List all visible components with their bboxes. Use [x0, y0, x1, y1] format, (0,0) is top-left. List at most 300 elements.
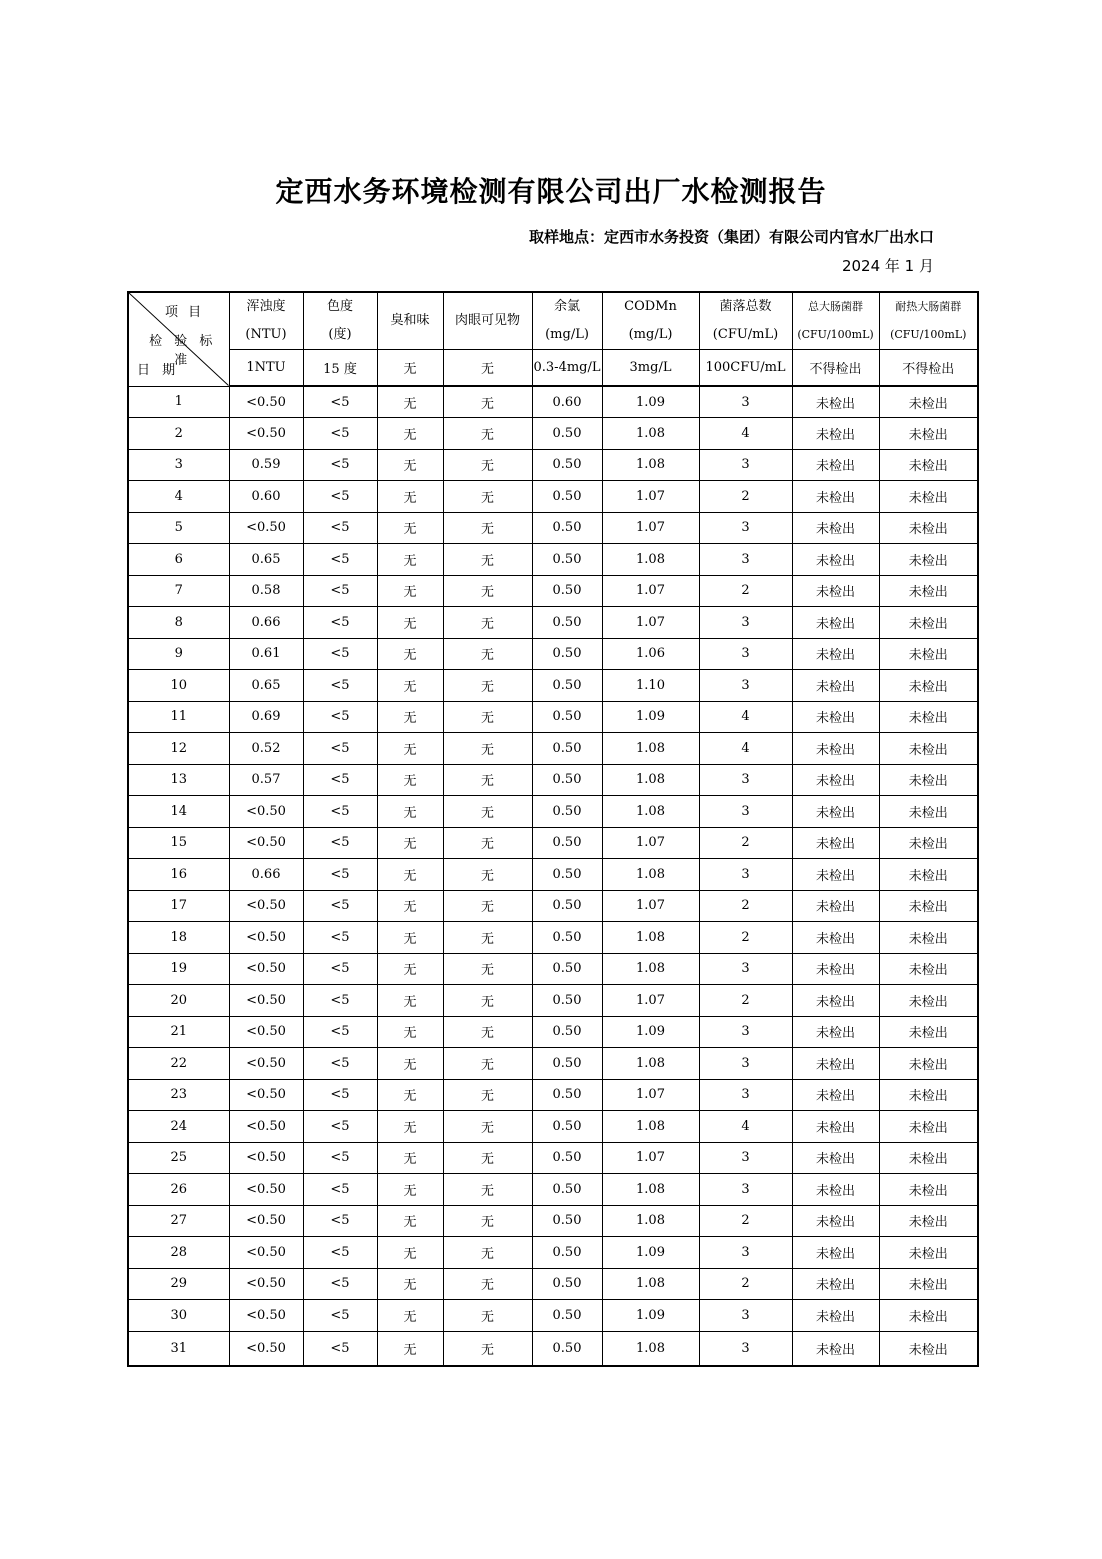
value-cell: <0.50 — [229, 1268, 303, 1300]
report-date: 2024 年 1 月 — [841, 257, 934, 275]
value-cell: 未检出 — [792, 827, 879, 859]
value-cell: 无 — [443, 796, 532, 828]
value-cell: 无 — [377, 386, 443, 418]
value-cell: <0.50 — [229, 1079, 303, 1111]
value-cell: <5 — [303, 575, 377, 607]
value-cell: 3 — [699, 544, 792, 576]
value-cell: <5 — [303, 638, 377, 670]
col-header-turbidity: 浑浊度 (NTU) — [229, 292, 303, 350]
value-cell: 无 — [443, 1079, 532, 1111]
diagonal-header-cell — [128, 292, 229, 386]
value-cell: 无 — [443, 418, 532, 450]
day-cell: 26 — [128, 1174, 229, 1206]
standard-value: 不得检出 — [792, 350, 879, 387]
value-cell: <5 — [303, 449, 377, 481]
value-cell: 未检出 — [879, 1048, 978, 1080]
day-cell: 22 — [128, 1048, 229, 1080]
col-header-thermotolerant-coliforms: 耐热大肠菌群 (CFU/100mL) — [879, 292, 978, 350]
value-cell: 0.50 — [532, 827, 602, 859]
value-cell: 未检出 — [792, 1142, 879, 1174]
value-cell: 未检出 — [879, 764, 978, 796]
value-cell: 无 — [443, 607, 532, 639]
table-row — [128, 953, 978, 985]
day-cell: 2 — [128, 418, 229, 450]
table-row — [128, 985, 978, 1017]
value-cell: 0.50 — [532, 575, 602, 607]
day-cell: 5 — [128, 512, 229, 544]
value-cell: 未检出 — [879, 1331, 978, 1366]
value-cell: 0.52 — [229, 733, 303, 765]
value-cell: 无 — [443, 1142, 532, 1174]
value-cell: 3 — [699, 386, 792, 418]
value-cell: 无 — [377, 1111, 443, 1143]
value-cell: 0.50 — [532, 922, 602, 954]
value-cell: 2 — [699, 922, 792, 954]
value-cell: 无 — [443, 1111, 532, 1143]
value-cell: <0.50 — [229, 1016, 303, 1048]
value-cell: <5 — [303, 1079, 377, 1111]
value-cell: 1.07 — [602, 481, 699, 513]
value-cell: 0.65 — [229, 544, 303, 576]
value-cell: 1.08 — [602, 953, 699, 985]
value-cell: 未检出 — [792, 607, 879, 639]
standard-value: 无 — [443, 350, 532, 387]
value-cell: <0.50 — [229, 1205, 303, 1237]
value-cell: 未检出 — [879, 953, 978, 985]
value-cell: 1.06 — [602, 638, 699, 670]
value-cell: 无 — [443, 764, 532, 796]
value-cell: 0.58 — [229, 575, 303, 607]
value-cell: 0.50 — [532, 1016, 602, 1048]
value-cell: <0.50 — [229, 985, 303, 1017]
value-cell: 无 — [377, 796, 443, 828]
value-cell: 0.50 — [532, 638, 602, 670]
value-cell: 未检出 — [879, 1268, 978, 1300]
value-cell: <0.50 — [229, 1111, 303, 1143]
value-cell: 1.07 — [602, 607, 699, 639]
value-cell: <5 — [303, 1237, 377, 1269]
value-cell: 无 — [377, 481, 443, 513]
value-cell: 2 — [699, 481, 792, 513]
value-cell: 0.59 — [229, 449, 303, 481]
value-cell: 未检出 — [879, 670, 978, 702]
table-row — [128, 418, 978, 450]
value-cell: 0.50 — [532, 1174, 602, 1206]
value-cell: 1.08 — [602, 1331, 699, 1366]
table-row — [128, 796, 978, 828]
value-cell: 无 — [443, 386, 532, 418]
value-cell: <5 — [303, 701, 377, 733]
value-cell: 2 — [699, 827, 792, 859]
value-cell: 0.50 — [532, 1300, 602, 1332]
value-cell: 3 — [699, 449, 792, 481]
value-cell: 未检出 — [879, 859, 978, 891]
value-cell: 4 — [699, 701, 792, 733]
table-row — [128, 1174, 978, 1206]
value-cell: 1.07 — [602, 575, 699, 607]
header-row-names — [128, 292, 978, 350]
day-cell: 12 — [128, 733, 229, 765]
value-cell: 未检出 — [879, 386, 978, 418]
value-cell: 未检出 — [879, 922, 978, 954]
value-cell: 未检出 — [792, 1205, 879, 1237]
value-cell: 0.50 — [532, 764, 602, 796]
value-cell: 1.08 — [602, 449, 699, 481]
table-row — [128, 607, 978, 639]
value-cell: 1.09 — [602, 1016, 699, 1048]
value-cell: 未检出 — [792, 449, 879, 481]
test-results-table — [127, 291, 979, 1367]
table-row — [128, 1016, 978, 1048]
value-cell: 无 — [443, 859, 532, 891]
value-cell: 未检出 — [792, 418, 879, 450]
standard-value: 不得检出 — [879, 350, 978, 387]
value-cell: 无 — [443, 890, 532, 922]
value-cell: 无 — [443, 449, 532, 481]
value-cell: 1.08 — [602, 764, 699, 796]
day-cell: 14 — [128, 796, 229, 828]
value-cell: 未检出 — [879, 1174, 978, 1206]
value-cell: 无 — [443, 1268, 532, 1300]
value-cell: 无 — [377, 638, 443, 670]
value-cell: 3 — [699, 859, 792, 891]
value-cell: 无 — [377, 1268, 443, 1300]
table-row — [128, 827, 978, 859]
value-cell: 无 — [377, 512, 443, 544]
value-cell: 无 — [377, 1205, 443, 1237]
col-header-visible-matter: 肉眼可见物 — [443, 292, 532, 350]
value-cell: 无 — [377, 733, 443, 765]
value-cell: 无 — [377, 1142, 443, 1174]
value-cell: 无 — [377, 670, 443, 702]
value-cell: 未检出 — [879, 985, 978, 1017]
table-row — [128, 544, 978, 576]
day-cell: 9 — [128, 638, 229, 670]
value-cell: 无 — [377, 1079, 443, 1111]
value-cell: <0.50 — [229, 827, 303, 859]
day-cell: 20 — [128, 985, 229, 1017]
value-cell: 无 — [377, 764, 443, 796]
value-cell: <0.50 — [229, 890, 303, 922]
value-cell: <5 — [303, 1331, 377, 1366]
value-cell: 3 — [699, 1048, 792, 1080]
value-cell: 未检出 — [792, 512, 879, 544]
value-cell: 无 — [377, 1300, 443, 1332]
value-cell: <5 — [303, 1111, 377, 1143]
table-row — [128, 449, 978, 481]
value-cell: 1.08 — [602, 418, 699, 450]
value-cell: 2 — [699, 1268, 792, 1300]
report-title: 定西水务环境检测有限公司出厂水检测报告 — [275, 175, 827, 208]
value-cell: 3 — [699, 512, 792, 544]
value-cell: 4 — [699, 1111, 792, 1143]
day-cell: 27 — [128, 1205, 229, 1237]
standard-value: 3mg/L — [602, 350, 699, 387]
value-cell: <5 — [303, 953, 377, 985]
value-cell: 未检出 — [792, 890, 879, 922]
value-cell: 3 — [699, 638, 792, 670]
value-cell: 2 — [699, 575, 792, 607]
value-cell: 3 — [699, 1016, 792, 1048]
value-cell: 未检出 — [792, 1016, 879, 1048]
day-cell: 29 — [128, 1268, 229, 1300]
value-cell: <5 — [303, 922, 377, 954]
value-cell: 未检出 — [792, 638, 879, 670]
value-cell: 3 — [699, 1237, 792, 1269]
value-cell: 3 — [699, 1079, 792, 1111]
day-cell: 6 — [128, 544, 229, 576]
value-cell: 无 — [443, 638, 532, 670]
value-cell: 0.50 — [532, 859, 602, 891]
value-cell: 0.50 — [532, 670, 602, 702]
value-cell: 未检出 — [792, 575, 879, 607]
value-cell: 未检出 — [792, 985, 879, 1017]
value-cell: 3 — [699, 1142, 792, 1174]
table-row — [128, 1111, 978, 1143]
value-cell: 1.09 — [602, 1300, 699, 1332]
value-cell: 无 — [377, 1174, 443, 1206]
value-cell: 无 — [377, 1016, 443, 1048]
value-cell: 0.50 — [532, 512, 602, 544]
value-cell: 无 — [377, 575, 443, 607]
value-cell: 1.10 — [602, 670, 699, 702]
value-cell: 无 — [443, 512, 532, 544]
value-cell: <5 — [303, 827, 377, 859]
day-cell: 25 — [128, 1142, 229, 1174]
table-row — [128, 922, 978, 954]
value-cell: 无 — [377, 827, 443, 859]
value-cell: 未检出 — [879, 512, 978, 544]
value-cell: 无 — [377, 701, 443, 733]
table-row — [128, 859, 978, 891]
value-cell: 未检出 — [879, 1237, 978, 1269]
value-cell: <0.50 — [229, 386, 303, 418]
value-cell: 无 — [377, 607, 443, 639]
value-cell: <0.50 — [229, 1142, 303, 1174]
value-cell: 未检出 — [879, 1016, 978, 1048]
col-header-odor: 臭和味 — [377, 292, 443, 350]
value-cell: 无 — [443, 1331, 532, 1366]
day-cell: 7 — [128, 575, 229, 607]
value-cell: <5 — [303, 607, 377, 639]
value-cell: <5 — [303, 1268, 377, 1300]
value-cell: 未检出 — [792, 1048, 879, 1080]
value-cell: 1.08 — [602, 544, 699, 576]
value-cell: 1.07 — [602, 1142, 699, 1174]
value-cell: 0.50 — [532, 418, 602, 450]
value-cell: 未检出 — [792, 796, 879, 828]
table-row — [128, 575, 978, 607]
value-cell: 无 — [377, 859, 443, 891]
standard-value: 0.3-4mg/L — [532, 350, 602, 387]
value-cell: 未检出 — [879, 638, 978, 670]
value-cell: 4 — [699, 418, 792, 450]
value-cell: 未检出 — [879, 1300, 978, 1332]
value-cell: <5 — [303, 1048, 377, 1080]
table-row — [128, 1268, 978, 1300]
value-cell: 无 — [377, 1331, 443, 1366]
value-cell: 无 — [443, 1174, 532, 1206]
value-cell: 未检出 — [879, 575, 978, 607]
value-cell: 未检出 — [879, 449, 978, 481]
table-row — [128, 701, 978, 733]
value-cell: 未检出 — [792, 1079, 879, 1111]
value-cell: 未检出 — [792, 922, 879, 954]
value-cell: 未检出 — [792, 859, 879, 891]
value-cell: 未检出 — [792, 953, 879, 985]
value-cell: 无 — [377, 544, 443, 576]
value-cell: 0.50 — [532, 1331, 602, 1366]
diag-date-label: 日 期 — [137, 363, 180, 378]
table-row — [128, 733, 978, 765]
value-cell: <5 — [303, 1174, 377, 1206]
value-cell: 未检出 — [792, 670, 879, 702]
value-cell: 1.09 — [602, 701, 699, 733]
day-cell: 13 — [128, 764, 229, 796]
value-cell: <5 — [303, 890, 377, 922]
value-cell: 未检出 — [879, 701, 978, 733]
value-cell: 无 — [443, 544, 532, 576]
value-cell: <5 — [303, 386, 377, 418]
value-cell: 无 — [443, 1016, 532, 1048]
table-row — [128, 1331, 978, 1366]
value-cell: 未检出 — [879, 796, 978, 828]
value-cell: <5 — [303, 544, 377, 576]
value-cell: <0.50 — [229, 418, 303, 450]
day-cell: 24 — [128, 1111, 229, 1143]
standard-value: 15 度 — [303, 350, 377, 387]
standard-value: 100CFU/mL — [699, 350, 792, 387]
value-cell: 无 — [443, 575, 532, 607]
value-cell: 无 — [443, 922, 532, 954]
value-cell: 1.07 — [602, 512, 699, 544]
value-cell: <0.50 — [229, 796, 303, 828]
value-cell: <0.50 — [229, 1048, 303, 1080]
day-cell: 1 — [128, 386, 229, 418]
value-cell: 1.08 — [602, 922, 699, 954]
value-cell: <0.50 — [229, 1237, 303, 1269]
value-cell: 2 — [699, 985, 792, 1017]
value-cell: 0.50 — [532, 1268, 602, 1300]
value-cell: 无 — [443, 701, 532, 733]
value-cell: 未检出 — [879, 418, 978, 450]
value-cell: 无 — [377, 449, 443, 481]
value-cell: 未检出 — [792, 481, 879, 513]
value-cell: <5 — [303, 481, 377, 513]
value-cell: <0.50 — [229, 922, 303, 954]
value-cell: 1.08 — [602, 1268, 699, 1300]
day-cell: 31 — [128, 1331, 229, 1366]
value-cell: 0.66 — [229, 859, 303, 891]
value-cell: 0.50 — [532, 1079, 602, 1111]
value-cell: <5 — [303, 1205, 377, 1237]
value-cell: <5 — [303, 1142, 377, 1174]
value-cell: 0.50 — [532, 544, 602, 576]
value-cell: <0.50 — [229, 1300, 303, 1332]
day-cell: 4 — [128, 481, 229, 513]
value-cell: 3 — [699, 764, 792, 796]
day-cell: 11 — [128, 701, 229, 733]
value-cell: <0.50 — [229, 953, 303, 985]
value-cell: 0.50 — [532, 1142, 602, 1174]
value-cell: 1.08 — [602, 1111, 699, 1143]
value-cell: 0.50 — [532, 701, 602, 733]
value-cell: 未检出 — [879, 827, 978, 859]
value-cell: 0.50 — [532, 1205, 602, 1237]
value-cell: 未检出 — [879, 607, 978, 639]
value-cell: <0.50 — [229, 1174, 303, 1206]
day-cell: 19 — [128, 953, 229, 985]
value-cell: 0.66 — [229, 607, 303, 639]
value-cell: 未检出 — [879, 733, 978, 765]
value-cell: 未检出 — [879, 1111, 978, 1143]
value-cell: 0.50 — [532, 796, 602, 828]
value-cell: 未检出 — [792, 1237, 879, 1269]
value-cell: 未检出 — [792, 764, 879, 796]
value-cell: 0.50 — [532, 481, 602, 513]
value-cell: 0.60 — [532, 386, 602, 418]
value-cell: <5 — [303, 764, 377, 796]
header-row-standards — [128, 350, 978, 387]
value-cell: 未检出 — [879, 1205, 978, 1237]
value-cell: <5 — [303, 796, 377, 828]
value-cell: 无 — [443, 1048, 532, 1080]
value-cell: <5 — [303, 859, 377, 891]
value-cell: 无 — [443, 481, 532, 513]
value-cell: 1.07 — [602, 827, 699, 859]
day-cell: 3 — [128, 449, 229, 481]
value-cell: 3 — [699, 670, 792, 702]
value-cell: 无 — [377, 953, 443, 985]
col-header-total-coliforms: 总大肠菌群 (CFU/100mL) — [792, 292, 879, 350]
value-cell: 0.50 — [532, 953, 602, 985]
table-row — [128, 764, 978, 796]
value-cell: 未检出 — [792, 701, 879, 733]
day-cell: 21 — [128, 1016, 229, 1048]
value-cell: 未检出 — [792, 544, 879, 576]
value-cell: 1.09 — [602, 1237, 699, 1269]
diag-standard-label: 检 验 标 准 — [149, 334, 217, 368]
day-cell: 15 — [128, 827, 229, 859]
value-cell: 0.61 — [229, 638, 303, 670]
value-cell: 0.57 — [229, 764, 303, 796]
value-cell: 3 — [699, 796, 792, 828]
value-cell: 3 — [699, 953, 792, 985]
value-cell: <0.50 — [229, 1331, 303, 1366]
value-cell: <5 — [303, 733, 377, 765]
value-cell: 无 — [377, 418, 443, 450]
table-row — [128, 1142, 978, 1174]
value-cell: 未检出 — [792, 1111, 879, 1143]
day-cell: 28 — [128, 1237, 229, 1269]
col-header-residual-chlorine: 余氯 (mg/L) — [532, 292, 602, 350]
table-row — [128, 890, 978, 922]
value-cell: 未检出 — [879, 890, 978, 922]
value-cell: 3 — [699, 1174, 792, 1206]
day-cell: 10 — [128, 670, 229, 702]
value-cell: 4 — [699, 733, 792, 765]
value-cell: <5 — [303, 512, 377, 544]
value-cell: 1.08 — [602, 1205, 699, 1237]
value-cell: 无 — [377, 1237, 443, 1269]
value-cell: 0.50 — [532, 1111, 602, 1143]
value-cell: 未检出 — [879, 1142, 978, 1174]
standard-value: 无 — [377, 350, 443, 387]
day-cell: 18 — [128, 922, 229, 954]
value-cell: 无 — [443, 1300, 532, 1332]
value-cell: <5 — [303, 1300, 377, 1332]
day-cell: 8 — [128, 607, 229, 639]
